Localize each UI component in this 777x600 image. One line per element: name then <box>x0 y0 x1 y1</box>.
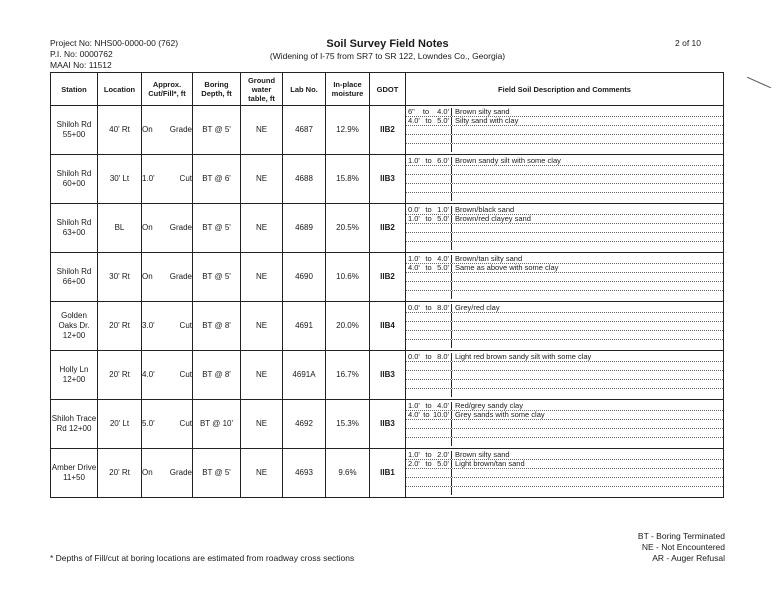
column-header-lab-no: Lab No. <box>283 73 326 106</box>
description-line <box>406 340 723 348</box>
depth-range <box>406 478 452 486</box>
ground-water-cell: NE <box>241 155 283 204</box>
station-cell: Shiloh Rd 66+00 <box>51 253 98 302</box>
description-cell <box>406 400 724 449</box>
depth-range <box>406 389 452 397</box>
ground-water-cell: NE <box>241 449 283 498</box>
soil-description <box>452 389 455 397</box>
table-row <box>51 106 724 155</box>
description-line <box>406 420 723 429</box>
depth-from: 0.0' <box>408 352 420 361</box>
description-line <box>406 215 723 224</box>
depth-range <box>406 264 452 272</box>
depth-range <box>406 215 452 223</box>
depth-to-word: to <box>425 156 432 165</box>
location-cell: 30' Rt <box>98 253 142 302</box>
description-cell <box>406 204 724 253</box>
description-line <box>406 362 723 371</box>
description-line <box>406 371 723 380</box>
depth-to-word: to <box>425 303 432 312</box>
location-cell: 30' Lt <box>98 155 142 204</box>
depth-range <box>406 371 452 379</box>
cut-fill-value <box>142 272 192 282</box>
maai-number: MAAI No: 11512 <box>50 60 112 70</box>
depth-to-word: to <box>425 352 432 361</box>
depth-from: 4.0' <box>408 410 420 419</box>
cut-fill-amount: On <box>142 223 153 232</box>
depth-range <box>406 255 452 263</box>
description-line <box>406 184 723 193</box>
cut-fill-cell <box>142 253 193 302</box>
soil-description <box>452 242 455 250</box>
project-info <box>50 38 178 71</box>
depth-from: 1.0' <box>408 450 420 459</box>
description-line <box>406 322 723 331</box>
depth-from: 2.0' <box>408 459 420 468</box>
ground-water-cell: NE <box>241 204 283 253</box>
description-line <box>406 438 723 446</box>
moisture-cell: 9.6% <box>326 449 370 498</box>
cut-fill-type: Cut <box>179 370 192 379</box>
depth-range <box>406 291 452 299</box>
soil-description: Light red brown sandy silt with some clay <box>455 352 592 361</box>
description-line <box>406 487 723 495</box>
description-line <box>406 126 723 135</box>
boring-depth-cell: BT @ 5' <box>193 449 241 498</box>
depth-range <box>406 282 452 290</box>
soil-description <box>452 224 455 232</box>
soil-description <box>452 438 455 446</box>
soil-description <box>452 322 455 330</box>
soil-description: Brown/black sand <box>455 205 515 214</box>
description-line <box>406 380 723 389</box>
description-line <box>406 460 723 469</box>
gdot-cell: IIB2 <box>370 106 406 155</box>
cut-fill-amount: On <box>142 468 153 477</box>
soil-survey-table <box>50 72 724 498</box>
gdot-cell: IIB2 <box>370 204 406 253</box>
cut-fill-cell <box>142 449 193 498</box>
cut-fill-amount: 3.0' <box>142 321 155 330</box>
soil-description <box>452 273 455 281</box>
boring-depth-cell: BT @ 5' <box>193 204 241 253</box>
soil-description: Red/grey sandy clay <box>455 401 523 410</box>
depth-to: 10.0' <box>432 410 449 419</box>
depth-range <box>406 460 452 468</box>
cut-fill-cell <box>142 302 193 351</box>
description-line <box>406 255 723 264</box>
ground-water-cell: NE <box>241 106 283 155</box>
depth-to: 5.0' <box>437 263 449 272</box>
depth-to-word: to <box>425 263 432 272</box>
description-line <box>406 313 723 322</box>
cut-fill-type: Grade <box>169 223 192 232</box>
lab-no-cell: 4688 <box>283 155 326 204</box>
cut-fill-value <box>142 321 192 331</box>
table-row <box>51 155 724 204</box>
soil-description: Brown silty sand <box>455 450 510 459</box>
description-line <box>406 135 723 144</box>
depth-range <box>406 126 452 134</box>
cut-fill-amount: On <box>142 272 153 281</box>
description-line <box>406 429 723 438</box>
station-cell: Shiloh Trace Rd 12+00 <box>51 400 98 449</box>
description-line <box>406 144 723 152</box>
description-line <box>406 353 723 362</box>
depth-range <box>406 313 452 321</box>
document-subtitle: (Widening of I-75 from SR7 to SR 122, Lowndes Co., Georgia) <box>269 51 506 61</box>
depth-range <box>406 206 452 214</box>
soil-description <box>452 469 455 477</box>
description-cell <box>406 253 724 302</box>
table-row <box>51 302 724 351</box>
column-header-ground-water: Ground water table, ft <box>241 73 283 106</box>
depth-to: 4.0' <box>437 107 449 116</box>
cut-fill-cell <box>142 106 193 155</box>
legend-item: BT - Boring Terminated <box>637 531 725 541</box>
depth-range <box>406 273 452 281</box>
description-cell <box>406 106 724 155</box>
depth-range <box>406 242 452 250</box>
depth-to-word: to <box>422 107 430 116</box>
gdot-cell: IIB4 <box>370 302 406 351</box>
depth-to: 6.0' <box>437 156 449 165</box>
description-line <box>406 193 723 201</box>
depth-to: 5.0' <box>437 214 449 223</box>
soil-description <box>452 144 455 152</box>
cut-fill-cell <box>142 204 193 253</box>
depth-range <box>406 175 452 183</box>
depth-range <box>406 331 452 339</box>
cut-fill-value <box>142 223 192 233</box>
column-header-cut-fill: Approx. Cut/Fill*, ft <box>142 73 193 106</box>
station-cell: Shiloh Rd 55+00 <box>51 106 98 155</box>
moisture-cell: 16.7% <box>326 351 370 400</box>
depth-to: 5.0' <box>437 459 449 468</box>
description-line <box>406 242 723 250</box>
soil-description: Grey/red clay <box>455 303 500 312</box>
depth-to-word: to <box>425 254 432 263</box>
soil-description <box>452 429 455 437</box>
column-header-location: Location <box>98 73 142 106</box>
depth-range <box>406 340 452 348</box>
depth-from: 0.0' <box>408 303 420 312</box>
depth-to: 8.0' <box>437 352 449 361</box>
cut-fill-amount: On <box>142 125 153 134</box>
soil-description <box>452 175 455 183</box>
description-line <box>406 273 723 282</box>
gdot-cell: IIB1 <box>370 449 406 498</box>
depth-range <box>406 429 452 437</box>
legend-item: NE - Not Encountered <box>641 542 725 552</box>
description-cell <box>406 449 724 498</box>
moisture-cell: 20.5% <box>326 204 370 253</box>
soil-description <box>452 166 455 174</box>
depth-to: 4.0' <box>437 401 449 410</box>
depth-to-word: to <box>425 401 432 410</box>
depth-from: 6" <box>408 107 415 116</box>
moisture-cell: 15.3% <box>326 400 370 449</box>
ground-water-cell: NE <box>241 302 283 351</box>
depth-from: 1.0' <box>408 156 420 165</box>
table-body <box>51 106 724 498</box>
location-cell: BL <box>98 204 142 253</box>
cut-fill-value <box>142 419 192 429</box>
table-row <box>51 204 724 253</box>
document-heading <box>200 38 575 62</box>
depth-range <box>406 157 452 165</box>
depth-to-word: to <box>425 450 432 459</box>
lab-no-cell: 4691 <box>283 302 326 351</box>
cut-fill-cell <box>142 351 193 400</box>
cut-fill-amount: 5.0' <box>142 419 155 428</box>
gdot-cell: IIB3 <box>370 400 406 449</box>
soil-description <box>452 331 455 339</box>
lab-no-cell: 4693 <box>283 449 326 498</box>
lab-no-cell: 4690 <box>283 253 326 302</box>
depth-range <box>406 135 452 143</box>
description-cell <box>406 302 724 351</box>
table-header-row <box>51 73 724 106</box>
column-header-description: Field Soil Description and Comments <box>406 73 724 106</box>
gdot-cell: IIB3 <box>370 351 406 400</box>
soil-description <box>452 135 455 143</box>
description-line <box>406 233 723 242</box>
depth-range <box>406 193 452 201</box>
abbreviation-legend <box>638 531 725 564</box>
description-line <box>406 206 723 215</box>
boring-depth-cell: BT @ 6' <box>193 155 241 204</box>
depth-range <box>406 487 452 495</box>
soil-description <box>452 233 455 241</box>
depth-from: 1.0' <box>408 401 420 410</box>
soil-description <box>452 313 455 321</box>
lab-no-cell: 4689 <box>283 204 326 253</box>
soil-description: Brown silty sand <box>455 107 510 116</box>
description-cell <box>406 351 724 400</box>
description-line <box>406 411 723 420</box>
location-cell: 20' Rt <box>98 449 142 498</box>
cut-fill-type: Grade <box>169 125 192 134</box>
location-cell: 20' Lt <box>98 400 142 449</box>
document-title: Soil Survey Field Notes <box>326 38 449 50</box>
legend-item: AR - Auger Refusal <box>652 553 725 563</box>
column-header-station: Station <box>51 73 98 106</box>
depth-range <box>406 184 452 192</box>
project-number: Project No: NHS00-0000-00 (762) <box>50 38 179 48</box>
cut-fill-cell <box>142 400 193 449</box>
moisture-cell: 20.0% <box>326 302 370 351</box>
depth-range <box>406 224 452 232</box>
description-line <box>406 175 723 184</box>
pi-number: P.I. No: 0000762 <box>50 49 113 59</box>
depth-to-word: to <box>425 116 432 125</box>
cut-fill-type: Cut <box>179 321 192 330</box>
description-line <box>406 264 723 273</box>
soil-description: Light brown/tan sand <box>455 459 525 468</box>
soil-description: Silty sand with clay <box>455 116 519 125</box>
station-cell: Shiloh Rd 63+00 <box>51 204 98 253</box>
depth-from: 0.0' <box>408 205 420 214</box>
soil-description: Grey sands with some clay <box>455 410 545 419</box>
soil-description <box>452 291 455 299</box>
table-row <box>51 400 724 449</box>
depth-range <box>406 438 452 446</box>
location-cell: 20' Rt <box>98 351 142 400</box>
description-line <box>406 304 723 313</box>
cut-fill-type: Grade <box>169 468 192 477</box>
cut-fill-cell <box>142 155 193 204</box>
table-row <box>51 253 724 302</box>
column-header-gdot: GDOT <box>370 73 406 106</box>
depth-range <box>406 322 452 330</box>
location-cell: 20' Rt <box>98 302 142 351</box>
depth-from: 4.0' <box>408 116 420 125</box>
depth-range <box>406 353 452 361</box>
depth-range <box>406 362 452 370</box>
depth-range <box>406 411 452 419</box>
boring-depth-cell: BT @ 8' <box>193 302 241 351</box>
depth-to-word: to <box>425 459 432 468</box>
station-cell: Holly Ln 12+00 <box>51 351 98 400</box>
soil-description <box>452 420 455 428</box>
depth-to-word: to <box>425 214 432 223</box>
depth-to-word: to <box>423 410 430 419</box>
cut-fill-type: Grade <box>169 272 192 281</box>
soil-description <box>452 380 455 388</box>
ground-water-cell: NE <box>241 253 283 302</box>
soil-description <box>452 184 455 192</box>
cut-fill-amount: 4.0' <box>142 370 155 379</box>
description-line <box>406 291 723 299</box>
moisture-cell: 12.9% <box>326 106 370 155</box>
boring-depth-cell: BT @ 5' <box>193 106 241 155</box>
cut-fill-value <box>142 370 192 380</box>
soil-description <box>452 282 455 290</box>
description-line <box>406 166 723 175</box>
description-line <box>406 224 723 233</box>
cut-fill-value <box>142 125 192 135</box>
cut-fill-value <box>142 468 192 478</box>
depth-to-word: to <box>425 205 432 214</box>
table-row <box>51 449 724 498</box>
boring-depth-cell: BT @ 5' <box>193 253 241 302</box>
moisture-cell: 15.8% <box>326 155 370 204</box>
soil-description <box>452 371 455 379</box>
description-line <box>406 402 723 411</box>
station-cell: Amber Drive 11+50 <box>51 449 98 498</box>
footnote: * Depths of Fill/cut at boring locations are estimated from roadway cross sections <box>50 553 355 563</box>
depth-to: 5.0' <box>437 116 449 125</box>
soil-description: Same as above with some clay <box>455 263 559 272</box>
cut-fill-value <box>142 174 192 184</box>
description-line <box>406 108 723 117</box>
description-line <box>406 157 723 166</box>
depth-from: 1.0' <box>408 214 420 223</box>
location-cell: 40' Rt <box>98 106 142 155</box>
depth-from: 1.0' <box>408 254 420 263</box>
station-cell: Shiloh Rd 60+00 <box>51 155 98 204</box>
boring-depth-cell: BT @ 10' <box>193 400 241 449</box>
depth-range <box>406 108 452 116</box>
column-header-moisture: In-place moisture <box>326 73 370 106</box>
description-line <box>406 478 723 487</box>
pen-mark <box>747 77 771 88</box>
moisture-cell: 10.6% <box>326 253 370 302</box>
description-line <box>406 331 723 340</box>
boring-depth-cell: BT @ 8' <box>193 351 241 400</box>
column-header-boring-depth: Boring Depth, ft <box>193 73 241 106</box>
gdot-cell: IIB2 <box>370 253 406 302</box>
soil-description <box>452 362 455 370</box>
soil-description: Brown sandy silt with some clay <box>455 156 561 165</box>
depth-to: 8.0' <box>437 303 449 312</box>
depth-range <box>406 304 452 312</box>
depth-range <box>406 402 452 410</box>
lab-no-cell: 4692 <box>283 400 326 449</box>
depth-range <box>406 469 452 477</box>
lab-no-cell: 4687 <box>283 106 326 155</box>
cut-fill-type: Cut <box>179 419 192 428</box>
table-row <box>51 351 724 400</box>
page-number: 2 of 10 <box>675 38 701 48</box>
ground-water-cell: NE <box>241 351 283 400</box>
station-cell: Golden Oaks Dr. 12+00 <box>51 302 98 351</box>
description-line <box>406 469 723 478</box>
depth-range <box>406 451 452 459</box>
depth-to: 2.0' <box>437 450 449 459</box>
soil-description <box>452 340 455 348</box>
depth-range <box>406 420 452 428</box>
lab-no-cell: 4691A <box>283 351 326 400</box>
soil-description <box>452 487 455 495</box>
description-line <box>406 117 723 126</box>
depth-range <box>406 144 452 152</box>
depth-range <box>406 117 452 125</box>
description-cell <box>406 155 724 204</box>
soil-description <box>452 193 455 201</box>
description-line <box>406 282 723 291</box>
cut-fill-amount: 1.0' <box>142 174 155 183</box>
soil-description: Brown/red clayey sand <box>455 214 531 223</box>
depth-to: 4.0' <box>437 254 449 263</box>
depth-range <box>406 166 452 174</box>
description-line <box>406 451 723 460</box>
soil-description: Brown/tan silty sand <box>455 254 523 263</box>
gdot-cell: IIB3 <box>370 155 406 204</box>
soil-description <box>452 126 455 134</box>
depth-to: 1.0' <box>437 205 449 214</box>
soil-description <box>452 478 455 486</box>
depth-from: 4.0' <box>408 263 420 272</box>
depth-range <box>406 380 452 388</box>
description-line <box>406 389 723 397</box>
ground-water-cell: NE <box>241 400 283 449</box>
depth-range <box>406 233 452 241</box>
cut-fill-type: Cut <box>179 174 192 183</box>
